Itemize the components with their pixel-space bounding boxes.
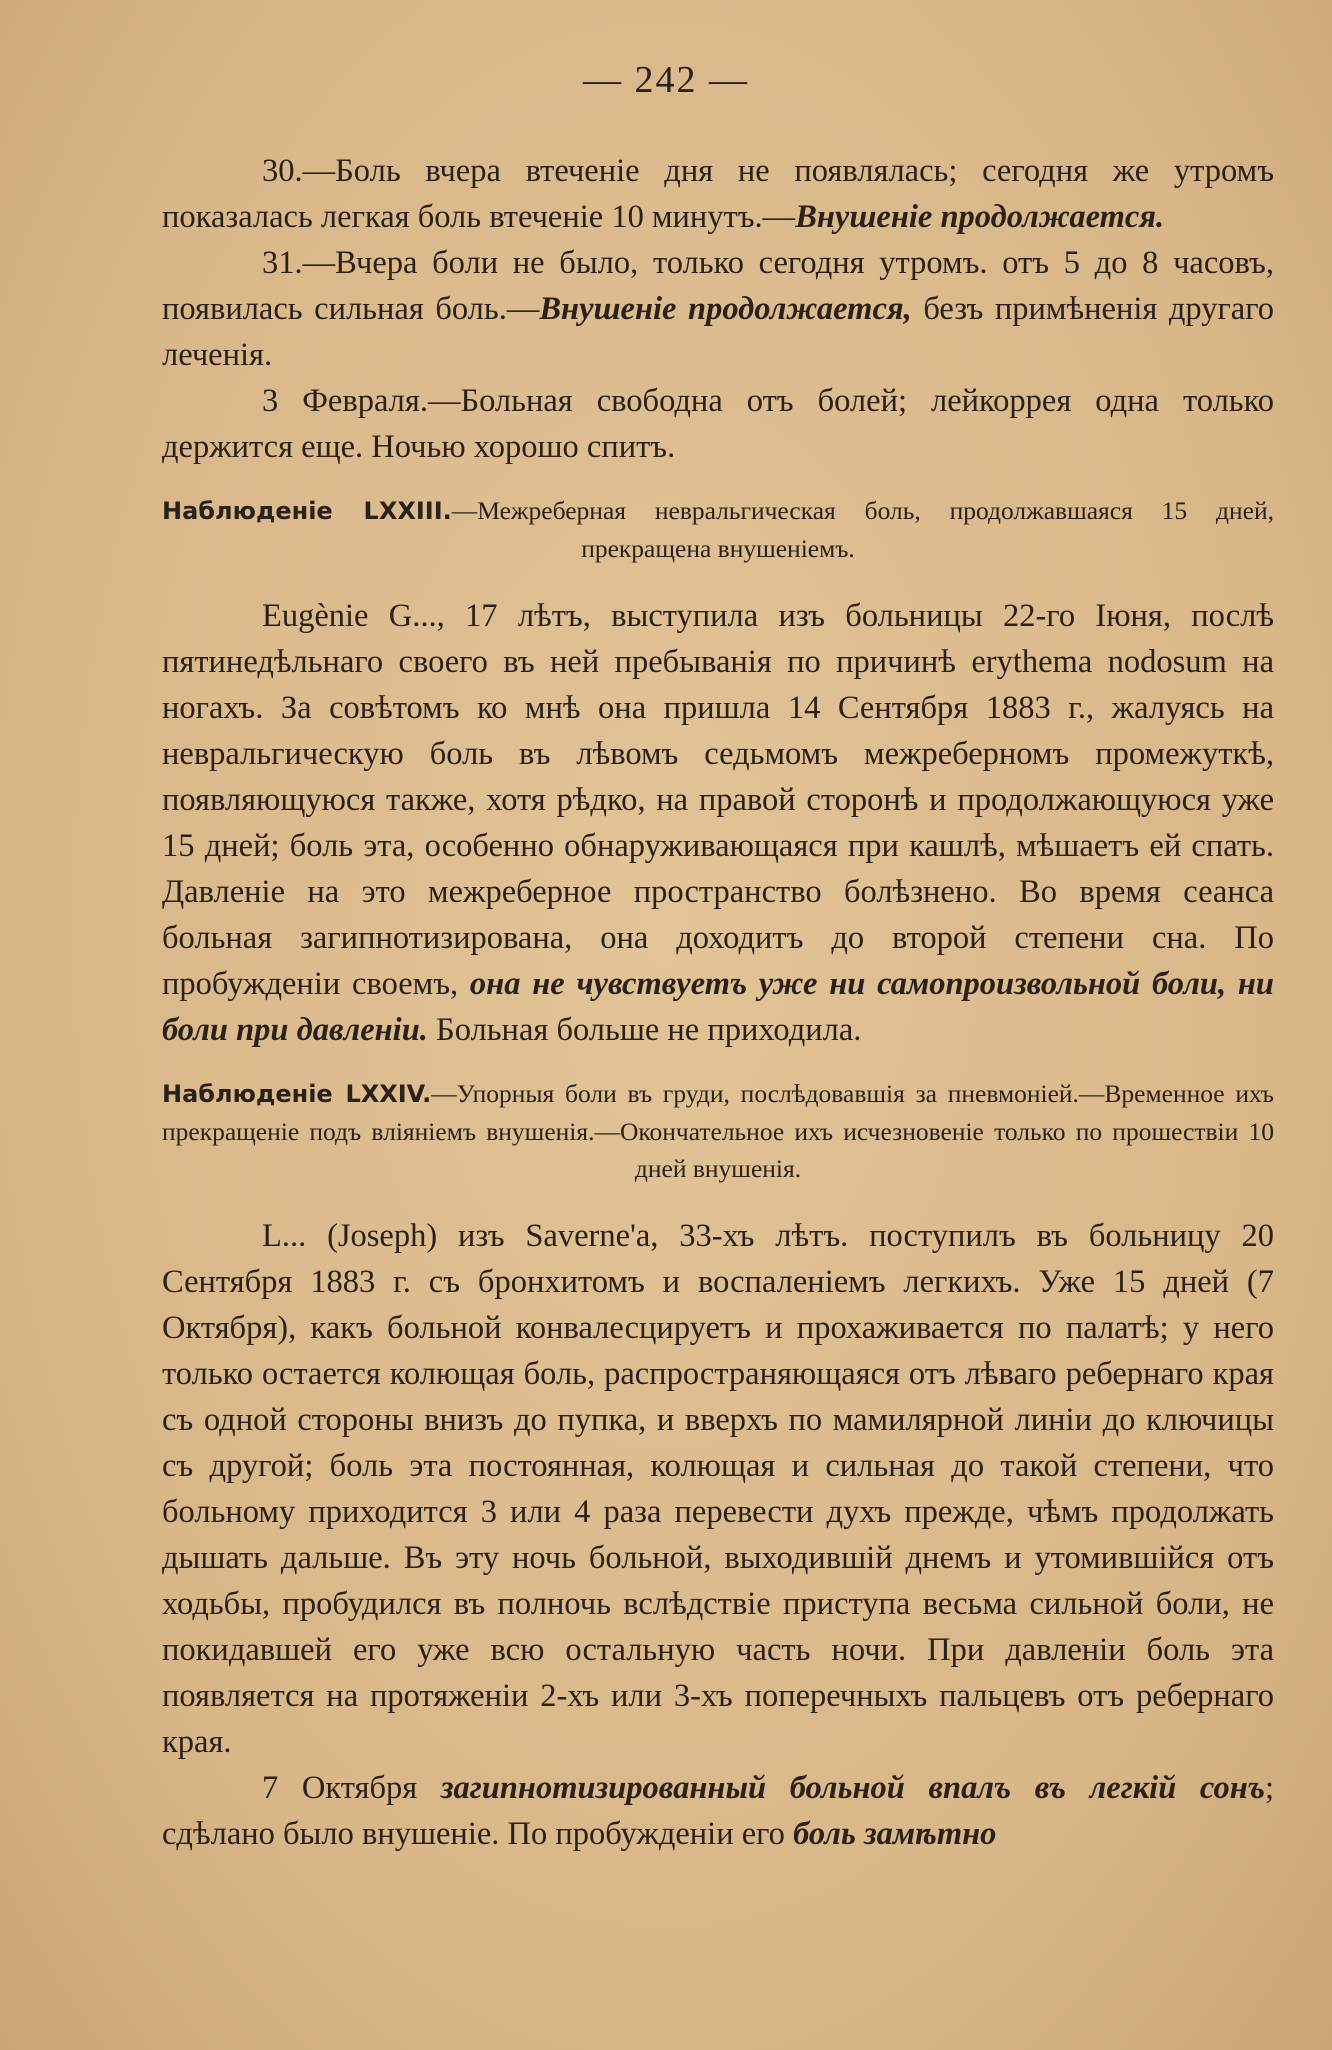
paragraph-text: 7 Октября bbox=[262, 1770, 441, 1806]
paragraph-text: Eugènie G..., 17 лѣтъ, выступила изъ больницы 22-го Іюня, послѣ пятинедѣльнаго своего въ ней пребыванія по причинѣ erythema nodosum на ногахъ. За совѣтомъ ко мнѣ она пришла 14 Сентября 1883 г., жалуясь на невральгическую боль въ лѣвомъ седьмомъ межреберномъ промежуткѣ, появляющуюся также, хотя рѣдко, на правой сторонѣ и продолжающуюся уже 15 дней; боль эта, особенно обнаруживающаяся при кашлѣ, мѣшаетъ ей спать. Давленіе на это межреберное пространство болѣзнено. Во время сеанса больная загипнотизирована, она доходитъ до второй степени сна. По пробужденіи своемъ, bbox=[162, 598, 1274, 1002]
observation-heading-lxxiii bbox=[162, 492, 1274, 567]
paragraph-text: 31.—Вчера боли не было, только сегодня утромъ. отъ 5 до 8 часовъ, появилась сильная боль.— bbox=[162, 245, 1274, 327]
paragraph-feb-3: 3 Февраля.—Больная свободна отъ болей; лейкоррея одна только держится еще. Ночью хорошо спитъ. bbox=[162, 383, 1274, 465]
paragraph-jan-30 bbox=[162, 148, 1274, 240]
paragraph-text: 30.—Боль вчера втеченіе дня не появлялась; сегодня же утромъ показалась легкая боль втеченіе 10 минутъ.— bbox=[162, 153, 1274, 235]
paragraph-joseph: L... (Joseph) изъ Saverne'a, 33-хъ лѣтъ. поступилъ въ больницу 20 Сентября 1883 г. съ бронхитомъ и воспаленіемъ легкихъ. Уже 15 дней (7 Октября), какъ больной конвалесцируетъ и прохаживается по палатѣ; у него только остается колющая боль, распространяющаяся отъ лѣваго ребернаго края съ одной стороны внизъ до пупка, и вверхъ по мамилярной линіи до ключицы съ другой; боль эта постоянная, колющая и сильная до такой степени, что больному приходится 3 или 4 раза перевести духъ прежде, чѣмъ продолжать дышать дальше. Въ эту ночь больной, выходившій днемъ и утомившійся отъ ходьбы, пробудился въ полночь вслѣдствіе приступа весьма сильной боли, не покидавшей его уже всю остальную часть ночи. При давленіи боль эта появляется на протяженіи 2-хъ или 3-хъ поперечныхъ пальцевъ отъ ребернаго края. bbox=[162, 1218, 1274, 1760]
paragraph-text: безъ примѣненія другаго леченія. bbox=[162, 291, 1274, 373]
observation-label: Наблюденіе LXXIII. bbox=[162, 497, 452, 525]
paragraph-text: Больная больше не приходила. bbox=[427, 1012, 862, 1048]
italic-phrase: она не чувствуетъ уже ни самопроизвольной боли, ни боли при давленіи. bbox=[162, 966, 1275, 1048]
paragraph-jan-31 bbox=[162, 240, 1274, 378]
observation-title: —Упорныя боли въ груди, послѣдовавшія за пневмоніей.—Временное ихъ прекращеніе подъ вліяніемъ внушенія.—Окончательное ихъ исчезновеніе только по прошествіи 10 дней внушенія. bbox=[162, 1079, 1274, 1183]
paragraph-text: ; сдѣлано было внушеніе. По пробужденіи его bbox=[162, 1770, 1274, 1852]
observation-heading-lxxiv bbox=[162, 1075, 1274, 1187]
italic-phrase: Внушеніе продолжается, bbox=[539, 291, 912, 327]
paragraph-oct-7 bbox=[162, 1765, 1274, 1857]
observation-title: —Межреберная невральгическая боль, продолжавшаяся 15 дней, прекращена внушеніемъ. bbox=[451, 496, 1274, 563]
observation-label: Наблюденіе LXXIV. bbox=[162, 1080, 432, 1108]
italic-phrase: боль замѣтно bbox=[793, 1816, 997, 1852]
italic-phrase: загипнотизированный больной впалъ въ легкій сонъ bbox=[440, 1770, 1265, 1806]
body-text bbox=[162, 148, 1274, 1857]
italic-phrase: Внушеніе продолжается. bbox=[795, 199, 1165, 235]
page-number: — 242 — bbox=[583, 59, 749, 101]
paragraph-eugenie bbox=[162, 593, 1274, 1053]
